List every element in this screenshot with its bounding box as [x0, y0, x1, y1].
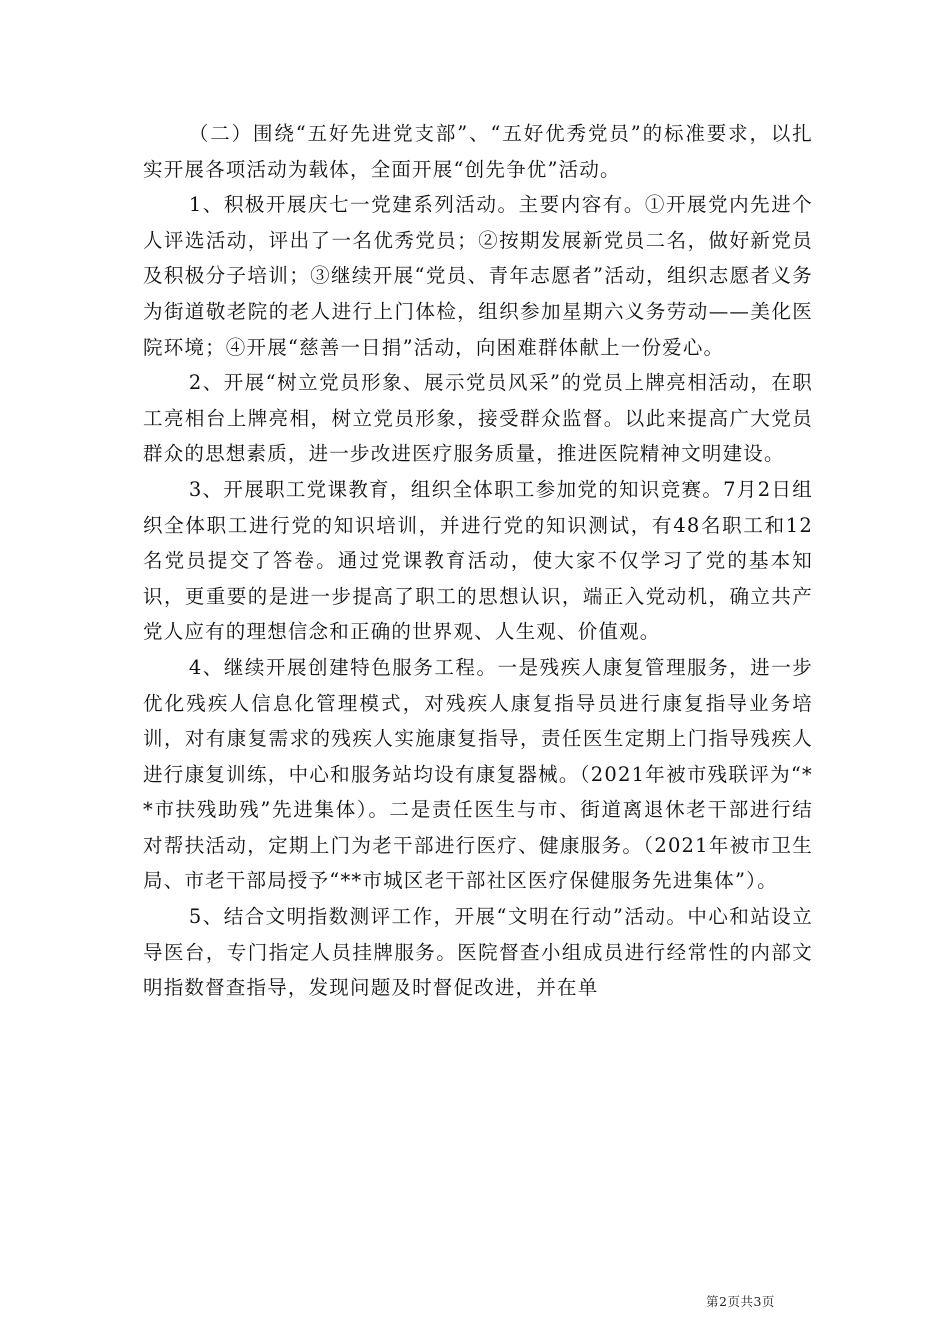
- paragraph-item-5: 5、结合文明指数测评工作，开展“文明在行动”活动。中心和站设立导医台，专门指定人员挂牌服务。医院督查小组成员进行经常性的内部文明指数督查指导，发现问题及时督促改进，并在单: [143, 905, 813, 1000]
- paragraph-item-3: 3、开展职工党课教育，组织全体职工参加党的知识竞赛。7月2日组织全体职工进行党的知识培训，并进行党的知识测试，有48名职工和12名党员提交了答卷。通过党课教育活动，使大家不仅学习了党的基本知识，更重要的是进一步提高了职工的思想认识，端正入党动机，确立共产党人应有的理想信念和正确的世界观、人生观、价值观。: [143, 477, 813, 644]
- paragraph-item-2: 2、开展“树立党员形象、展示党员风采”的党员上牌亮相活动，在职工亮相台上牌亮相，树立党员形象，接受群众监督。以此来提高广大党员群众的思想素质，进一步改进医疗服务质量，推进医院精神文明建设。: [143, 371, 813, 466]
- paragraph-item-4: 4、继续开展创建特色服务工程。一是残疾人康复管理服务，进一步优化残疾人信息化管理模式，对残疾人康复指导员进行康复指导业务培训，对有康复需求的残疾人实施康复指导，责任医生定期上门指导残疾人进行康复训练，中心和服务站均设有康复器械。（2021年被市残联评为“**市扶残助残”先进集体）。二是责任医生与市、街道离退休老干部进行结对帮扶活动，定期上门为老干部进行医疗、健康服务。（2021年被市卫生局、市老干部局授予“**市城区老干部社区医疗保健服务先进集体”）。: [143, 655, 813, 893]
- page-number: 第2页共3页: [706, 1294, 775, 1309]
- paragraph-section-heading: （二）围绕“五好先进党支部”、“五好优秀党员”的标准要求，以扎实开展各项活动为载体，全面开展“创先争优”活动。: [143, 122, 813, 181]
- document-body: [143, 116, 813, 1006]
- paragraph-item-1: 1、积极开展庆七一党建系列活动。主要内容有。①开展党内先进个人评选活动，评出了一名优秀党员；②按期发展新党员二名，做好新党员及积极分子培训；③继续开展“党员、青年志愿者”活动，组织志愿者义务为街道敬老院的老人进行上门体检，组织参加星期六义务劳动——美化医院环境；④开展“慈善一日捐”活动，向困难群体献上一份爱心。: [143, 193, 813, 359]
